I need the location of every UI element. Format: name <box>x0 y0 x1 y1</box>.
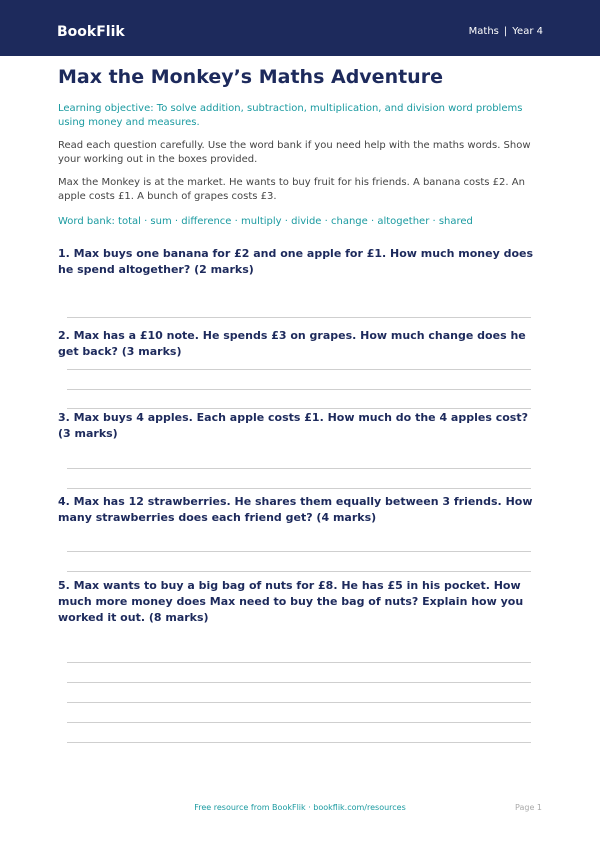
question-3: 3. Max buys 4 apples. Each apple costs £1. How much do the 4 apples cost? (3 marks) <box>58 411 528 440</box>
answer-area-1[interactable] <box>58 278 538 328</box>
answer-line <box>67 488 531 489</box>
meta-separator: | <box>503 26 508 37</box>
answer-line <box>67 317 531 318</box>
answer-line <box>67 742 531 743</box>
question-1: 1. Max buys one banana for £2 and one apple for £1. How much money does he spend altogether? (2 marks) <box>58 247 534 276</box>
answer-area-5[interactable] <box>58 626 538 751</box>
worksheet-content <box>58 64 538 751</box>
answer-line <box>67 702 531 703</box>
answer-line <box>67 571 531 572</box>
answer-line <box>67 369 531 370</box>
answer-line <box>67 468 531 469</box>
page-title: Max the Monkey’s Maths Adventure <box>58 66 443 88</box>
answer-area-2[interactable] <box>58 360 538 410</box>
answer-line <box>67 722 531 723</box>
question-2: 2. Max has a £10 note. He spends £3 on grapes. How much change does he get back? (3 marks) <box>58 329 526 358</box>
learning-objective: Learning objective: To solve addition, subtraction, multiplication, and division word problems using money and measures. <box>58 103 523 128</box>
answer-line <box>67 389 531 390</box>
answer-line <box>67 682 531 683</box>
instructions-text: Read each question carefully. Use the word bank if you need help with the maths words. Show your working out in the boxes provided. <box>58 140 531 165</box>
header-meta <box>469 25 543 39</box>
page-number: Page 1 <box>515 803 542 812</box>
footer-source: Free resource from BookFlik · bookflik.com/resources <box>194 803 406 812</box>
word-bank: Word bank: total · sum · difference · multiply · divide · change · altogether · shared <box>58 216 473 227</box>
year-label: Year 4 <box>512 26 543 37</box>
answer-line <box>67 551 531 552</box>
question-5: 5. Max wants to buy a big bag of nuts for £8. He has £5 in his pocket. How much more money does Max need to buy the bag of nuts? Explain how you worked it out. (8 marks) <box>58 579 524 624</box>
story-text: Max the Monkey is at the market. He wants to buy fruit for his friends. A banana costs £2. An apple costs £1. A bunch of grapes costs £3. <box>58 177 525 202</box>
answer-area-3[interactable] <box>58 442 538 494</box>
brand-logo: BookFlik <box>57 24 125 40</box>
answer-area-4[interactable] <box>58 526 538 578</box>
subject-label: Maths <box>468 26 499 37</box>
answer-line <box>67 408 531 409</box>
header-bar <box>0 0 600 56</box>
answer-line <box>67 662 531 663</box>
question-4: 4. Max has 12 strawberries. He shares them equally between 3 friends. How many strawberries does each friend get? (4 marks) <box>58 495 533 524</box>
